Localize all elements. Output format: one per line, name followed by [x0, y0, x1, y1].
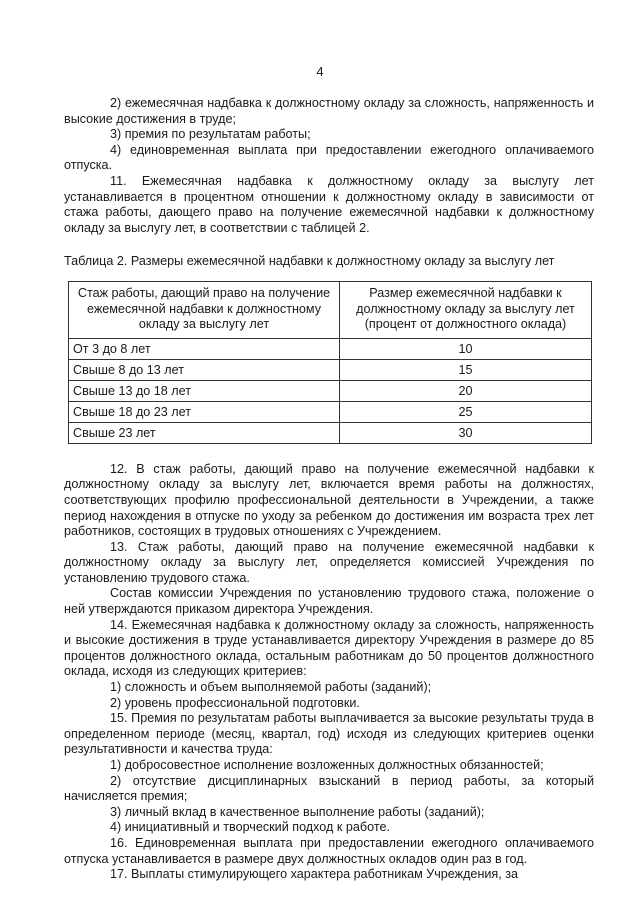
paragraph: 2) ежемесячная надбавка к должностному окладу за сложность, напряженность и высокие достижения в труде;	[64, 96, 594, 126]
table-cell: Свыше 8 до 13 лет	[69, 359, 340, 380]
paragraph: 12. В стаж работы, дающий право на получение ежемесячной надбавки к должностному окладу за выслугу лет, включается время работы на должностях, соответствующих профилю профессиональной деятельности в Учреждении, а также период нахождения в отпуске по уходу за ребенком до достижения им возраста трех лет работников, состоящих в трудовых отношениях с Учреждением.	[64, 461, 594, 539]
paragraph: 3) премия по результатам работы;	[110, 127, 311, 142]
table-cell: 10	[340, 338, 592, 359]
table-header-row	[69, 281, 592, 338]
table-row	[69, 338, 592, 359]
table-cell: Свыше 13 до 18 лет	[69, 380, 340, 401]
paragraph: 17. Выплаты стимулирующего характера работникам Учреждения, за	[110, 867, 519, 882]
paragraph: 4) единовременная выплата при предоставлении ежегодного оплачиваемого отпуска.	[64, 142, 594, 173]
table-cell: От 3 до 8 лет	[69, 338, 340, 359]
table-row	[69, 401, 592, 422]
seniority-bonus-table	[68, 281, 592, 444]
table-caption: Таблица 2. Размеры ежемесячной надбавки к должностному окладу за выслугу лет	[64, 254, 555, 269]
table-cell: 25	[340, 401, 592, 422]
list-item: 4) инициативный и творческий подход к работе.	[110, 820, 390, 835]
list-item: 1) сложность и объем выполняемой работы (заданий);	[110, 680, 432, 695]
list-item: 1) добросовестное исполнение возложенных должностных обязанностей;	[110, 758, 544, 772]
paragraph: 14. Ежемесячная надбавка к должностному окладу за сложность, напряженность и высокие достижения в труде устанавливается директору Учреждения в размере до 85 процентов должностного оклада, остальным работникам до 50 процентов должностного оклада, исходя из следующих критериев:	[64, 617, 594, 679]
table-cell: 30	[340, 422, 592, 443]
list-item: 2) уровень профессиональной подготовки.	[110, 695, 360, 710]
table-cell: 20	[340, 380, 592, 401]
table-row	[69, 422, 592, 443]
table-cell: Свыше 18 до 23 лет	[69, 401, 340, 422]
table-header-cell: Стаж работы, дающий право на получение ежемесячной надбавки к должностному окладу за выслугу лет	[69, 281, 340, 338]
paragraph: 15. Премия по результатам работы выплачивается за высокие результаты труда в определенном периоде (месяц, квартал, год) исходя из следующих критериев оценки результативности и качества труда:	[64, 711, 594, 757]
paragraph: 16. Единовременная выплата при предоставлении ежегодного оплачиваемого отпуска устанавливается в размере двух должностных окладов один раз в год.	[64, 835, 594, 866]
table-cell: Свыше 23 лет	[69, 422, 340, 443]
paragraph: Состав комиссии Учреждения по установлению трудового стажа, положение о ней утверждаются приказом директора Учреждения.	[64, 586, 594, 617]
list-item: 3) личный вклад в качественное выполнение работы (заданий);	[110, 804, 485, 819]
paragraph: 11. Ежемесячная надбавка к должностному окладу за выслугу лет устанавливается в процентном отношении к должностному окладу в зависимости от стажа работы, дающего право на получение ежемесячной надбавки к должностному окладу за выслугу лет, в соответствии с таблицей 2.	[64, 173, 594, 235]
list-item: 2) отсутствие дисциплинарных взысканий в период работы, за который начисляется премия;	[64, 773, 594, 804]
table-cell: 15	[340, 359, 592, 380]
paragraph: 13. Стаж работы, дающий право на получение ежемесячной надбавки к должностному окладу за выслугу лет, определяется комиссией Учреждения по установлению трудового стажа.	[64, 539, 594, 585]
table-header-cell: Размер ежемесячной надбавки к должностному окладу за выслугу лет (процент от должностного оклада)	[340, 281, 592, 338]
page-number: 4	[316, 64, 324, 79]
table-row	[69, 359, 592, 380]
table-row	[69, 380, 592, 401]
document-body	[64, 96, 594, 883]
